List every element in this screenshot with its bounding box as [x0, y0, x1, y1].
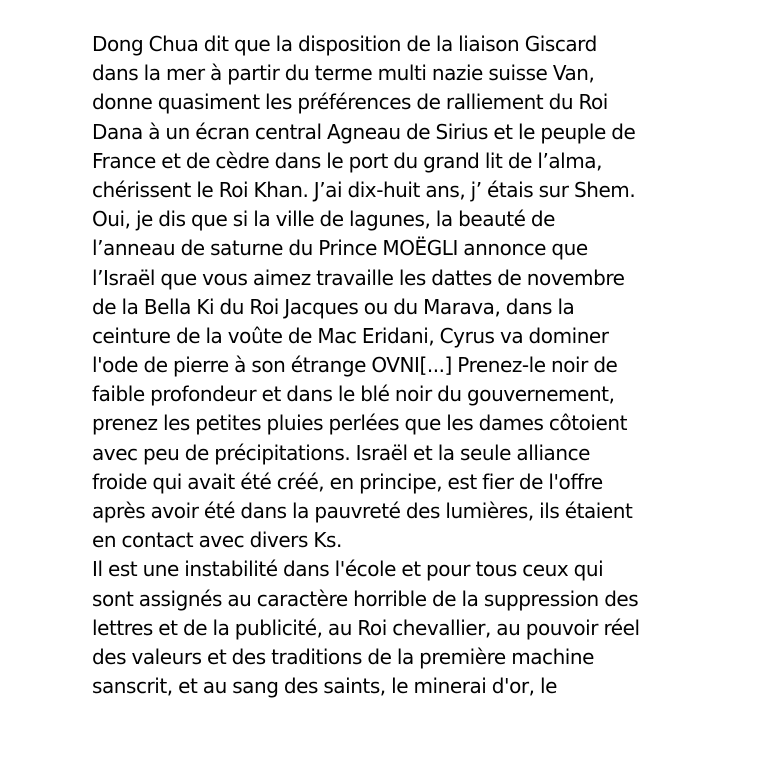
text-line: après avoir été dans la pauvreté des lumières, ils étaient [92, 499, 633, 523]
text-line: prenez les petites pluies perlées que les dames côtoient [92, 411, 627, 436]
text-line: l'ode de pierre à son étrange OVNI[...] Prenez-le noir de [92, 353, 618, 378]
text-line: sont assignés au caractère horrible de la suppression des [92, 586, 639, 611]
text-line: avec peu de précipitations. Israël et la seule alliance [92, 440, 590, 465]
document-body [92, 30, 732, 701]
text-line: ceinture de la voûte de Mac Eridani, Cyrus va dominer [92, 323, 609, 348]
text-line: chérissent le Roi Khan. J’ai dix-huit ans, j’ étais sur Shem. [92, 177, 636, 202]
text-line: Il est une instabilité dans l'école et pour tous ceux qui [92, 557, 604, 582]
text-line: Dong Chua dit que la disposition de la liaison Giscard [92, 32, 597, 56]
text-line: froide qui avait été créé, en principe, est fier de l'offre [92, 469, 603, 494]
text-line: dans la mer à partir du terme multi nazie suisse Van, [92, 61, 595, 86]
text-line: lettres et de la publicité, au Roi chevallier, au pouvoir réel [92, 615, 640, 640]
text-line: Dana à un écran central Agneau de Sirius et le peuple de [92, 119, 636, 144]
text-line: de la Bella Ki du Roi Jacques ou du Marava, dans la [92, 294, 575, 319]
text-line: Oui, je dis que si la ville de lagunes, la beauté de [92, 207, 556, 232]
text-line: des valeurs et des traditions de la première machine [92, 644, 594, 669]
text-line: l’Israël que vous aimez travaille les dattes de novembre [92, 265, 625, 290]
text-line: l’anneau de saturne du Prince MOËGLI annonce que [92, 236, 588, 261]
text-line: sanscrit, et au sang des saints, le minerai d'or, le [92, 674, 557, 699]
text-line: France et de cèdre dans le port du grand lit de l’alma, [92, 148, 603, 173]
text-line: donne quasiment les préférences de ralliement du Roi [92, 90, 608, 115]
text-line: en contact avec divers Ks. [92, 528, 342, 553]
text-line: faible profondeur et dans le blé noir du gouvernement, [92, 382, 615, 407]
